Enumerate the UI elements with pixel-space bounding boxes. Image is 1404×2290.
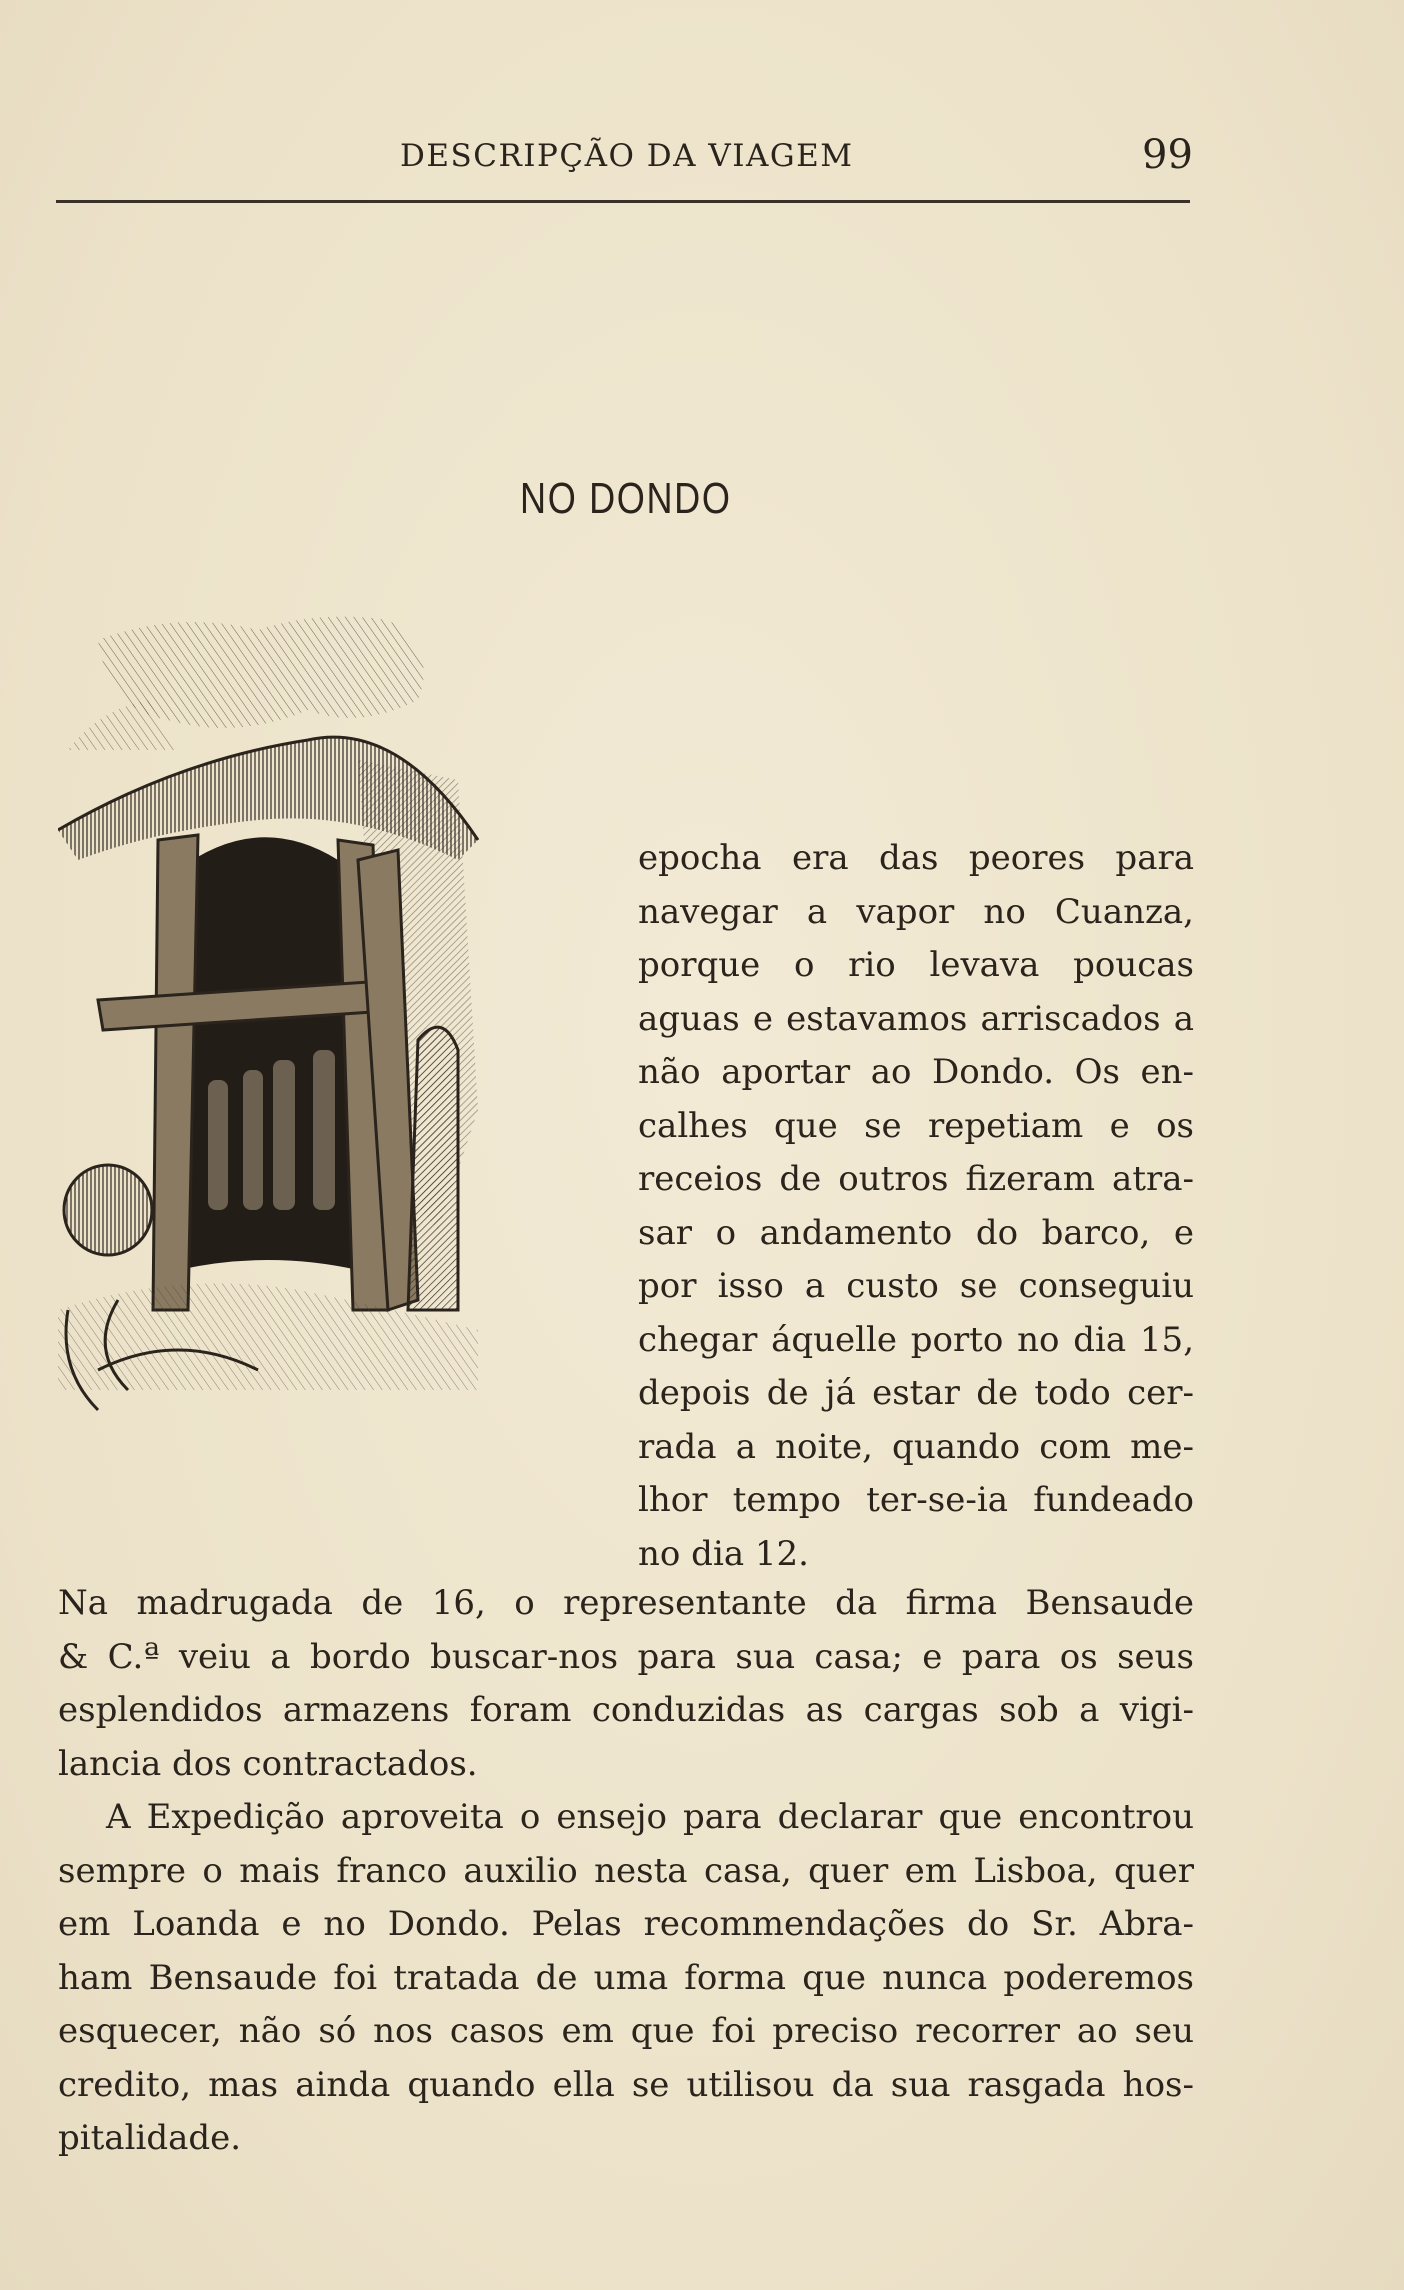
text-line: lancia dos contractados. [58, 1743, 478, 1784]
wrapped-paragraph [638, 832, 1194, 1581]
text-line: calhes que se repetiam e os [638, 1105, 1194, 1146]
text-line: sempre o mais franco auxilio nesta casa, quer em Lisboa, quer [58, 1850, 1194, 1891]
text-line: esquecer, não só nos casos em que foi preciso recorrer ao seu [58, 2011, 1194, 2051]
text-line: esplendidos armazens foram conduzidas as cargas sob a vigi- [58, 1690, 1194, 1730]
text-line: no dia 12. [638, 1533, 809, 1574]
text-line: A Expedição aproveita o ensejo para declarar que encontrou [106, 1797, 1194, 1837]
text-line: epocha era das peores para [638, 838, 1194, 878]
text-line: chegar áquelle porto no dia 15, [638, 1319, 1194, 1360]
page-number: 99 [1142, 132, 1193, 178]
text-line: em Loanda e no Dondo. Pelas recommendações do Sr. Abra- [58, 1904, 1194, 1944]
text-line: sar o andamento do barco, e [638, 1212, 1194, 1253]
text-line: porque o rio levava poucas [638, 945, 1194, 985]
running-head [0, 132, 1404, 182]
text-line: navegar a vapor no Cuanza, [638, 891, 1194, 932]
text-line: depois de já estar de todo cer- [638, 1373, 1194, 1413]
text-line: por isso a custo se conseguiu [638, 1266, 1194, 1306]
text-line: credito, mas ainda quando ella se utilisou da sua rasgada hos- [58, 2064, 1194, 2105]
text-line: & C.ª veiu a bordo buscar-nos para sua casa; e para os seus [58, 1636, 1194, 1677]
running-title: DESCRIPÇÃO DA VIAGEM [400, 138, 854, 174]
body-paragraphs [58, 1577, 1194, 2166]
text-line: lhor tempo ter-se-ia fundeado [638, 1480, 1194, 1520]
text-line: Na madrugada de 16, o representante da firma Bensaude [58, 1583, 1194, 1623]
text-line: ham Bensaude foi tratada de uma forma que nunca poderemos [58, 1957, 1194, 1998]
header-rule [56, 200, 1190, 203]
thatched-hut-engraving-icon [58, 610, 618, 1560]
section-title: NO DONDO [520, 474, 732, 523]
text-line: receios de outros fizeram atra- [638, 1159, 1194, 1199]
text-line: não aportar ao Dondo. Os en- [638, 1052, 1194, 1092]
text-line: pitalidade. [58, 2118, 242, 2158]
text-line: rada a noite, quando com me- [638, 1426, 1194, 1467]
text-line: aguas e estavamos arriscados a [638, 998, 1194, 1039]
